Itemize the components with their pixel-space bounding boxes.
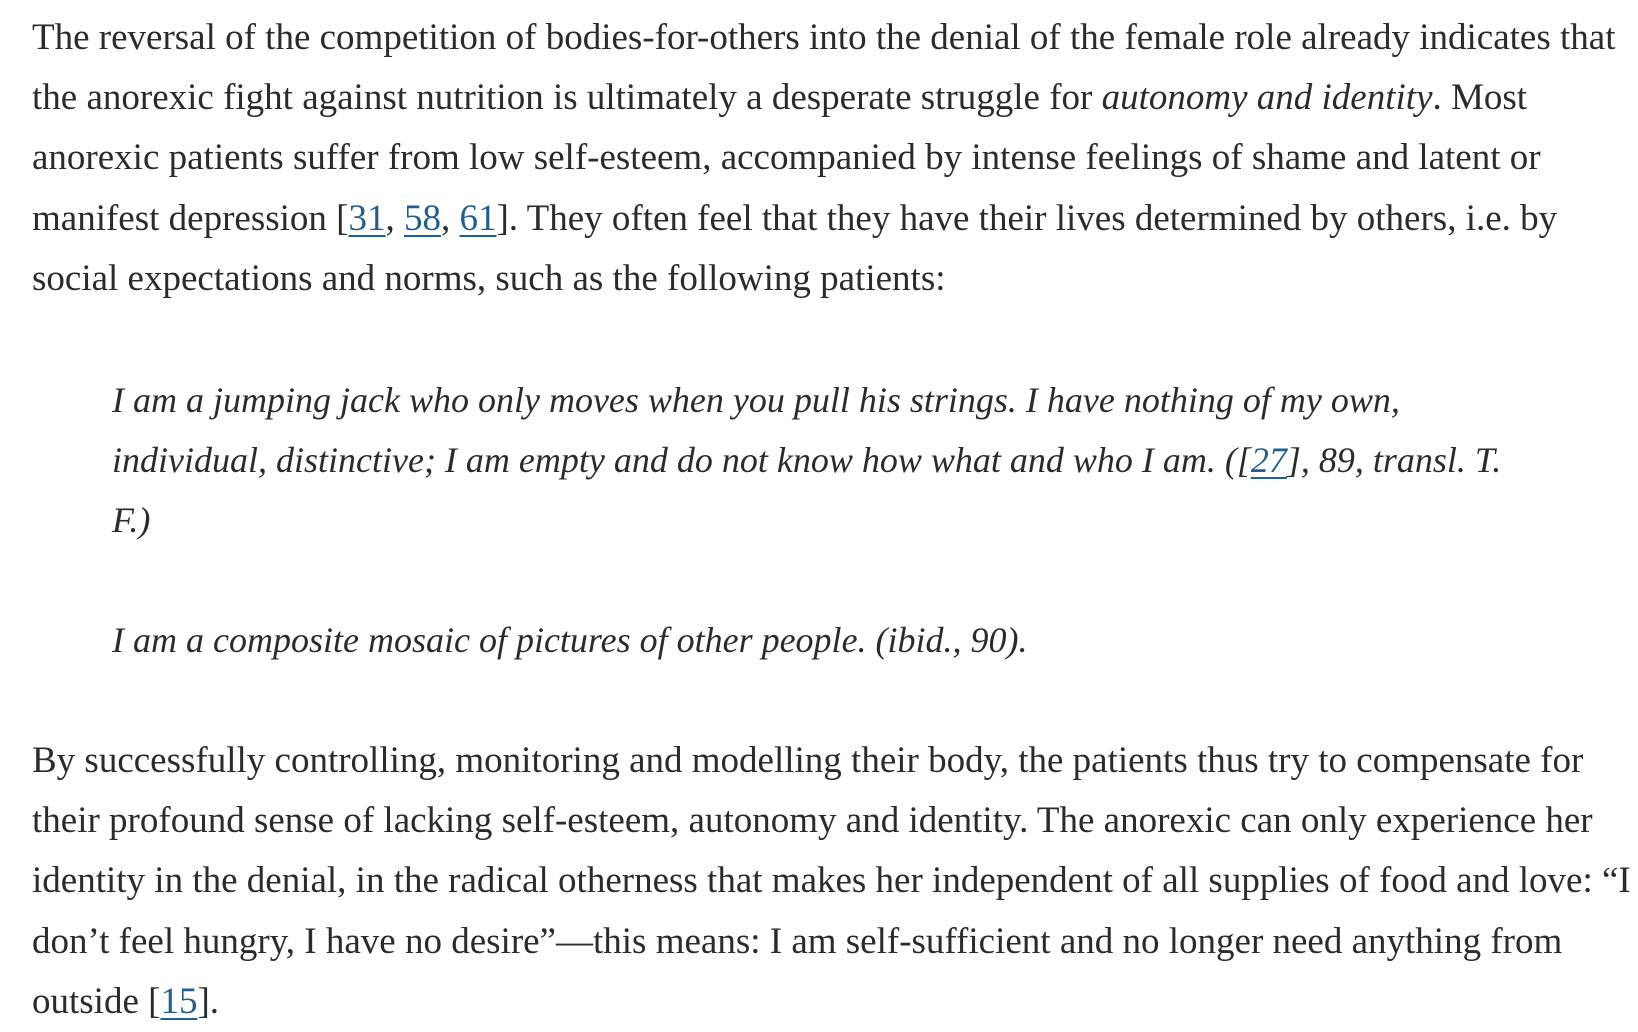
citation-link-61[interactable]: 61 [459, 197, 497, 239]
paragraph-text: The reversal of the competition of bodies-for-others into the denial of the female role already indicates that the anorexic fight against nutrition is ultimately a desperate struggle for [32, 17, 1616, 119]
citation-link-58[interactable]: 58 [403, 197, 441, 239]
paragraph-text: ]. [197, 980, 220, 1022]
paragraph-text: By successfully controlling, monitoring and modelling their body, the patients thus try to compensate for their profound sense of lacking self-esteem, autonomy and identity. The anorexic can only experience her identity in the denial, in the radical otherness that makes her independent of all supplies of food and love: “I don’t feel hungry, I have no desire”—this means: I am self-sufficient and no longer need anything from outside [ [32, 740, 1631, 1022]
block-quote-mosaic [112, 610, 1532, 670]
citation-link-31[interactable]: 31 [348, 197, 386, 239]
citation-link-27[interactable]: 27 [1250, 440, 1287, 481]
paragraph-autonomy-identity [32, 8, 1632, 309]
quote-text: ], 89, transl. T. F.) [112, 440, 1502, 541]
citation-separator: , [385, 197, 404, 239]
citation-link-15[interactable]: 15 [160, 980, 198, 1022]
quote-text: I am a jumping jack who only moves when you pull his strings. I have nothing of my own, individual, distinctive; I am empty and do not know how what and who I am. ([ [112, 380, 1400, 481]
paragraph-text: ]. They often feel that they have their lives determined by others, i.e. by social expectations and norms, such as the following patients: [32, 197, 1558, 299]
paragraph-self-sufficiency [32, 731, 1632, 1032]
block-quote-jumping-jack [112, 370, 1532, 551]
quote-text: I am a composite mosaic of pictures of other people. (ibid., 90). [112, 620, 1028, 660]
emphasis-text: autonomy and identity [1101, 77, 1433, 119]
citation-separator: , [440, 197, 460, 239]
paragraph-text: . Most anorexic patients suffer from low self-esteem, accompanied by intense feelings of shame and latent or manifest depression [ [32, 77, 1541, 239]
